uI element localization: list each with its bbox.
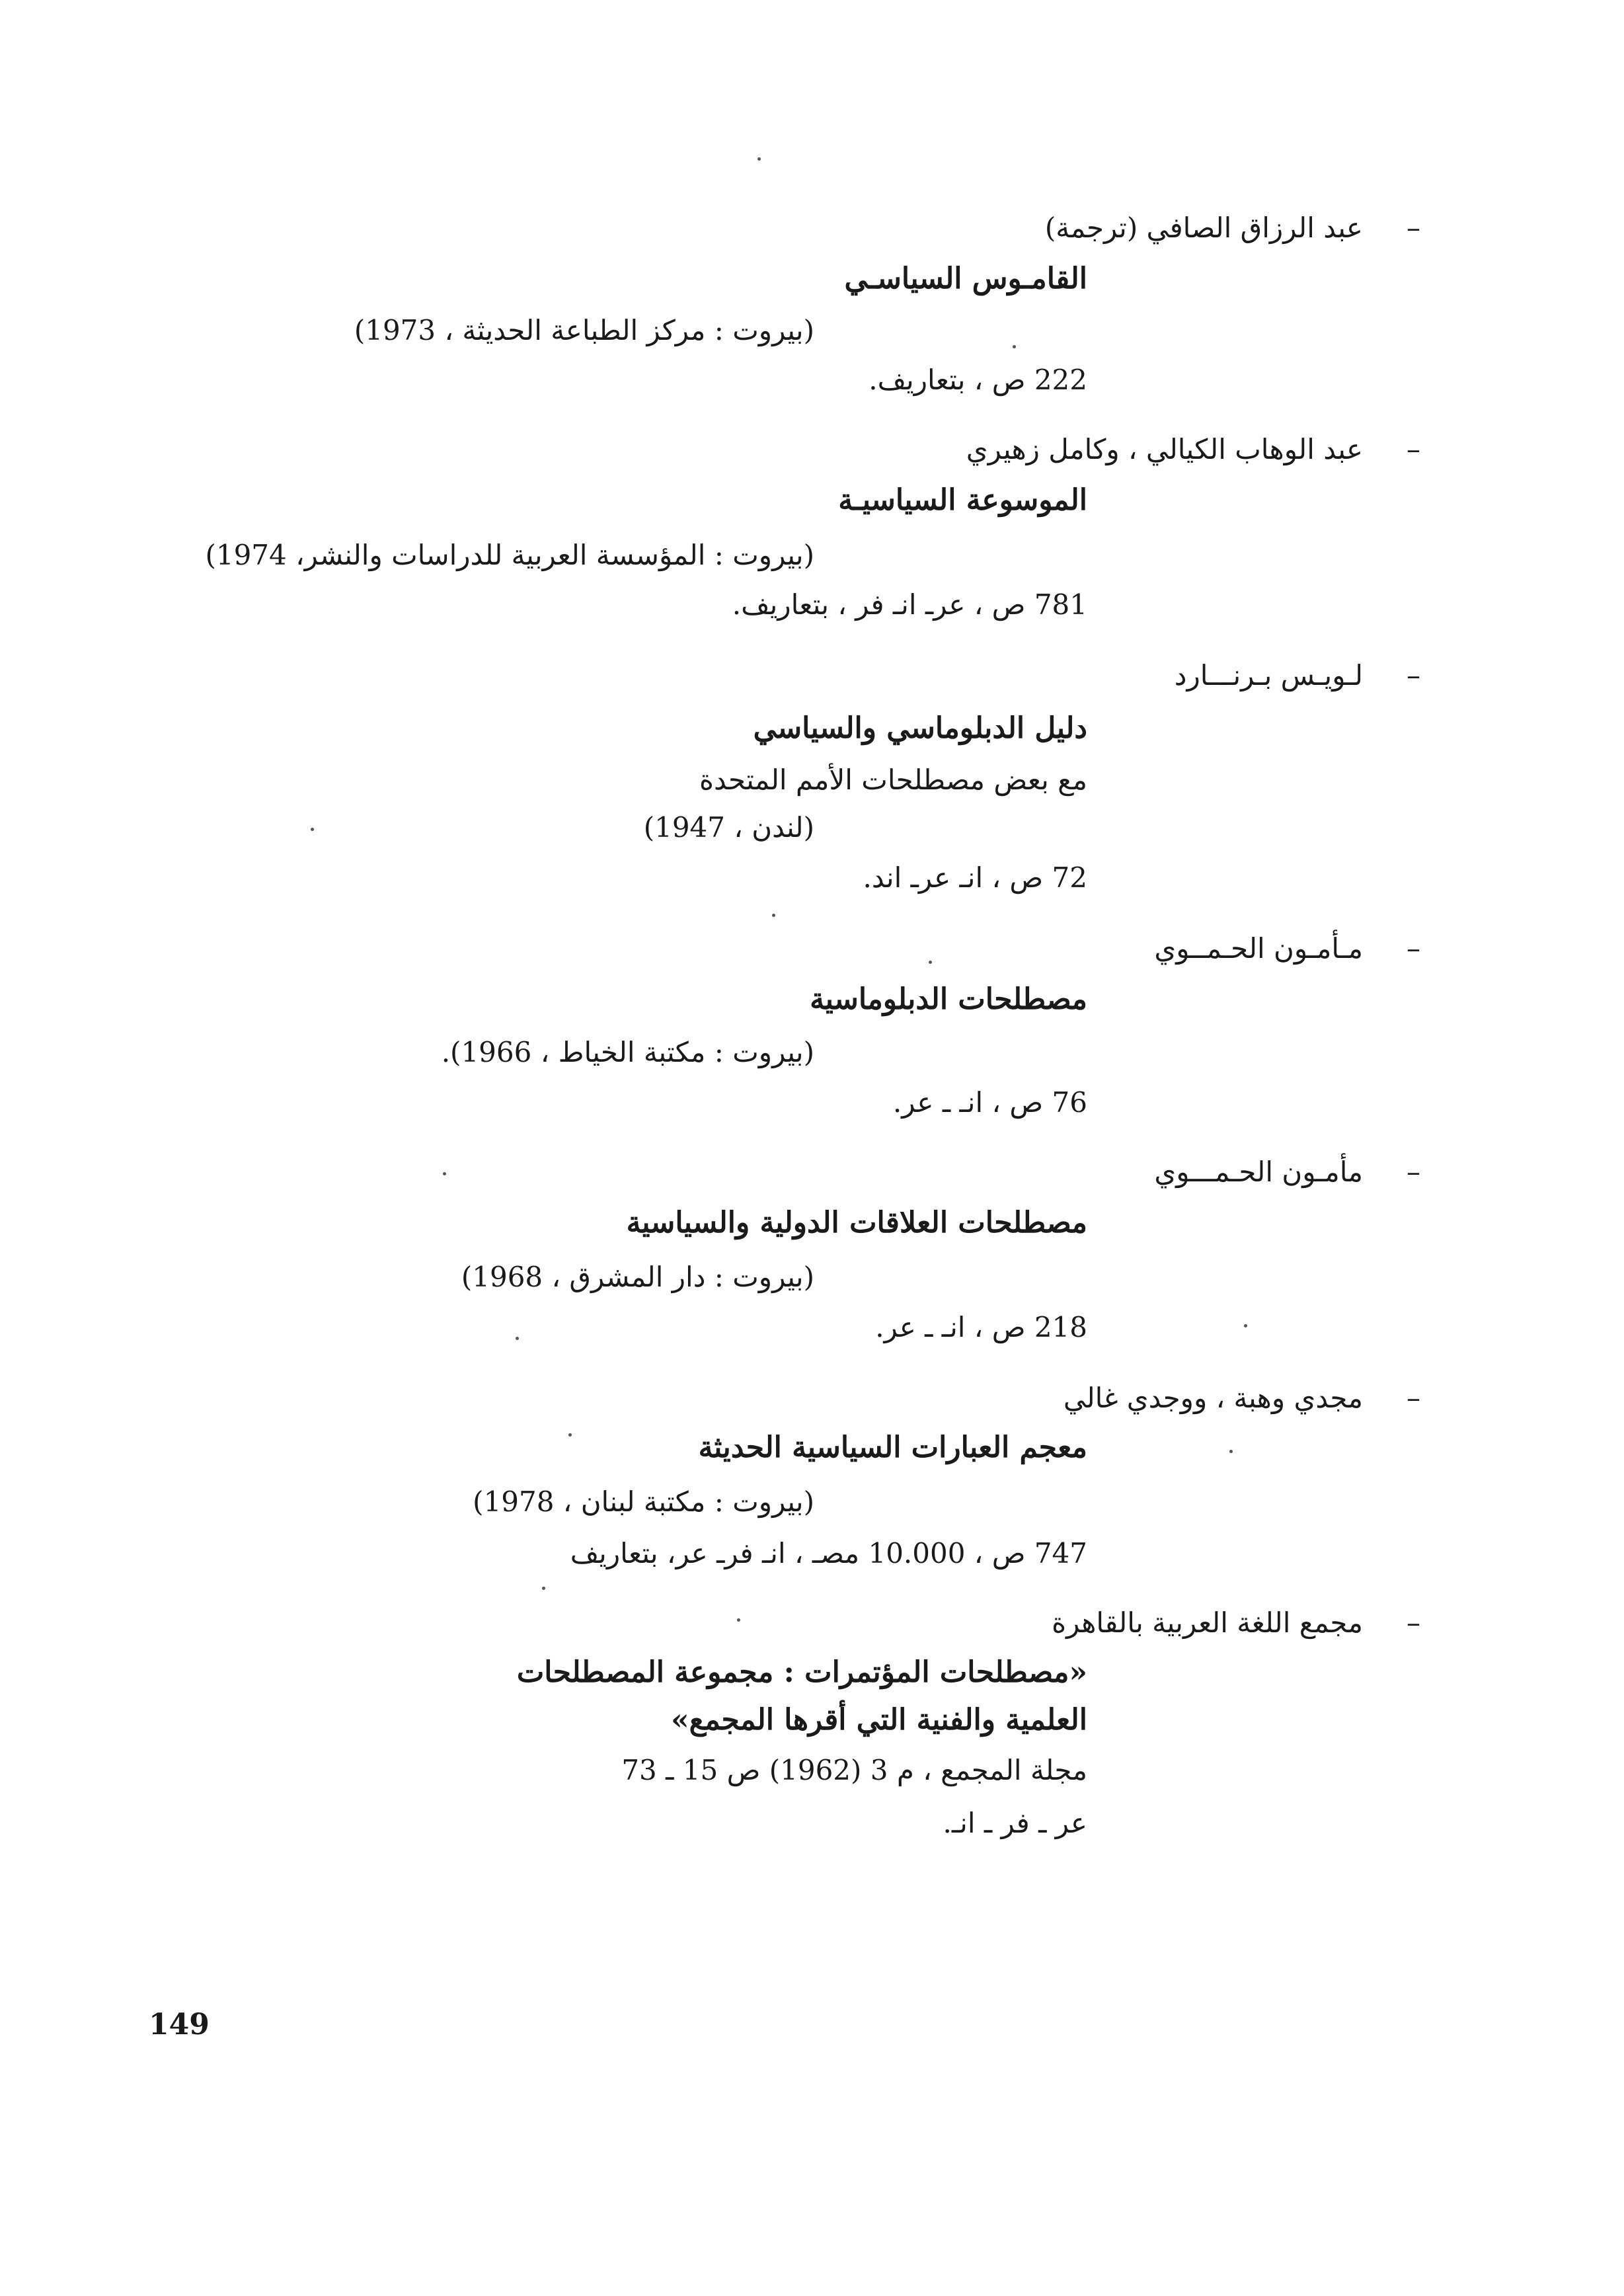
- scan-speck: [737, 1618, 740, 1622]
- entry-6-dash: –: [1407, 1382, 1420, 1414]
- entry-3-subtitle: مع بعض مصطلحات الأمم المتحدة: [699, 764, 1087, 796]
- scan-speck: [516, 1337, 519, 1340]
- entry-2-publication: (بيروت : المؤسسة العربية للدراسات والنشر، 1974): [205, 539, 814, 571]
- entry-3-details: 72 ص ، انـ عرـ اند.: [863, 861, 1087, 894]
- entry-6-title: معجم العبارات السياسية الحديثة: [698, 1431, 1087, 1464]
- entry-6-publication: (بيروت : مكتبة لبنان ، 1978): [473, 1485, 814, 1518]
- scan-speck: [1229, 1450, 1233, 1453]
- entry-7-title-continued: العلمية والفنية التي أقرها المجمع»: [671, 1703, 1087, 1737]
- entry-3-dash: –: [1407, 659, 1420, 692]
- entry-1-author: عبد الرزاق الصافي (ترجمة): [1044, 212, 1363, 244]
- entry-4-author: مـأمـون الحـمــوي: [1154, 932, 1363, 965]
- scan-speck: [757, 157, 761, 161]
- scan-speck: [443, 1172, 446, 1175]
- scan-speck: [1244, 1324, 1247, 1327]
- entry-7-dash: –: [1407, 1606, 1420, 1639]
- scan-speck: [929, 961, 932, 964]
- scan-speck: [772, 914, 775, 917]
- page-number: 149: [149, 2008, 210, 2041]
- entry-4-publication: (بيروت : مكتبة الخياط ، 1966).: [441, 1036, 814, 1068]
- entry-1-publication: (بيروت : مركز الطباعة الحديثة ، 1973): [354, 314, 814, 346]
- scan-speck: [1013, 345, 1016, 348]
- scan-speck: [568, 1433, 572, 1437]
- entry-3-author: لـويـس بـرنـــارد: [1174, 659, 1363, 692]
- entry-5-details: 218 ص ، انـ ـ عر.: [875, 1311, 1087, 1343]
- entry-3-publication: (لندن ، 1947): [643, 811, 814, 844]
- entry-5-title: مصطلحات العلاقات الدولية والسياسية: [626, 1206, 1087, 1240]
- entry-5-author: مأمـون الحـمـــوي: [1154, 1156, 1363, 1188]
- entry-6-details: 747 ص ، 10.000 مصـ ، انـ فرـ عر، بتعاريف: [570, 1537, 1087, 1569]
- entry-2-author: عبد الوهاب الكيالي ، وكامل زهيري: [966, 433, 1363, 465]
- entry-4-title: مصطلحات الدبلوماسية: [810, 982, 1087, 1016]
- entry-5-dash: –: [1407, 1156, 1420, 1188]
- entry-7-title: «مصطلحات المؤتمرات : مجموعة المصطلحات: [516, 1655, 1087, 1689]
- entry-7-author: مجمع اللغة العربية بالقاهرة: [1052, 1606, 1363, 1639]
- entry-7-publication: مجلة المجمع ، م 3 (1962) ص 15 ـ 73: [621, 1754, 1087, 1786]
- entry-1-details: 222 ص ، بتعاريف.: [869, 364, 1087, 396]
- entry-7-details: عر ـ فر ـ انـ.: [943, 1807, 1087, 1839]
- scan-speck: [311, 828, 314, 831]
- scan-speck: [542, 1587, 545, 1590]
- entry-6-author: مجدي وهبة ، ووجدي غالي: [1063, 1382, 1363, 1414]
- entry-2-details: 781 ص ، عرـ انـ فر ، بتعاريف.: [732, 588, 1087, 621]
- entry-2-dash: –: [1407, 433, 1420, 465]
- entry-1-dash: –: [1407, 212, 1420, 244]
- entry-5-publication: (بيروت : دار المشرق ، 1968): [461, 1261, 814, 1293]
- entry-2-title: الموسوعة السياسيـة: [838, 483, 1087, 517]
- entry-4-dash: –: [1407, 932, 1420, 965]
- entry-3-title: دليل الدبلوماسي والسياسي: [753, 711, 1087, 745]
- entry-1-title: القامـوس السياسـي: [844, 262, 1087, 296]
- entry-4-details: 76 ص ، انـ ـ عر.: [892, 1086, 1087, 1119]
